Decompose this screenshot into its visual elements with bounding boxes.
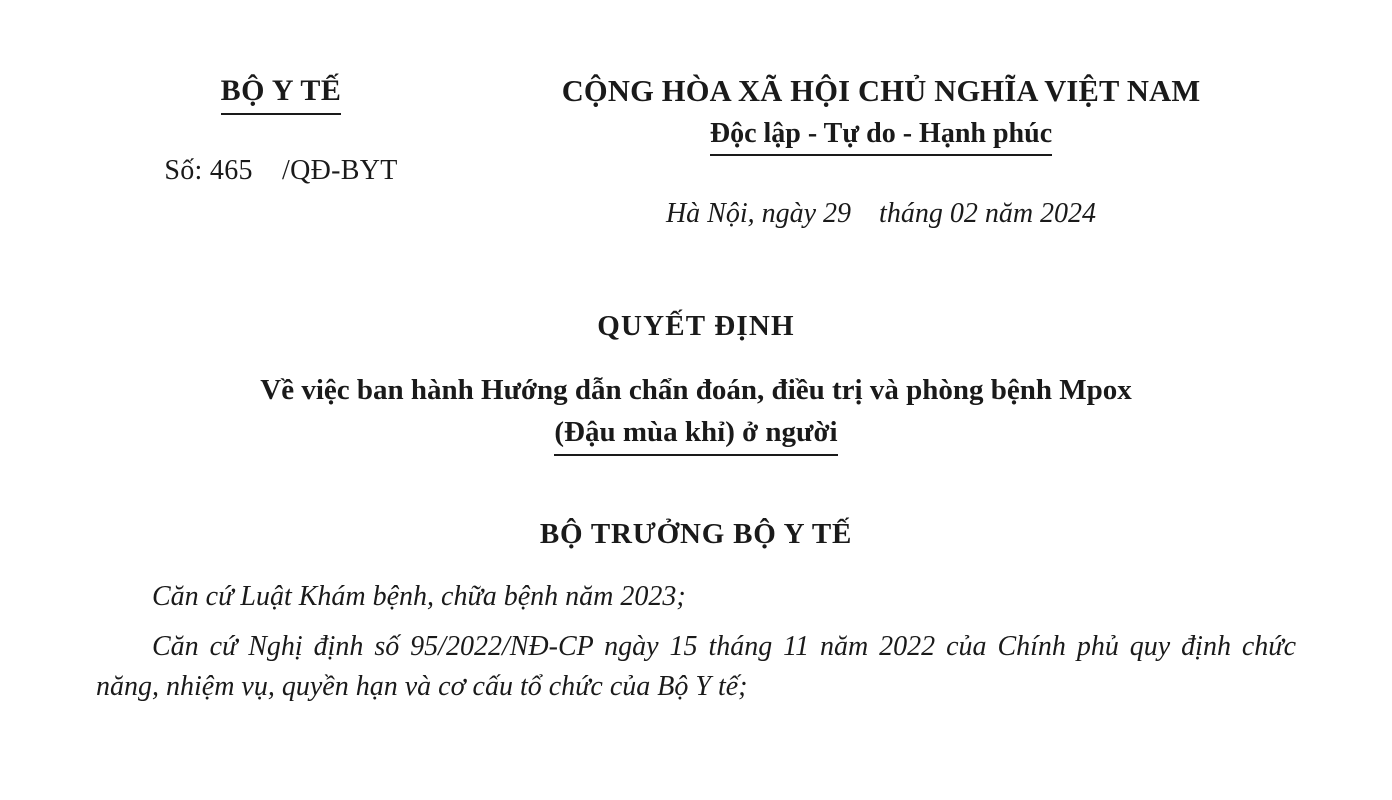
document-subject-line-1: Về việc ban hành Hướng dẫn chẩn đoán, điều trị và phòng bệnh Mpox [260,374,1132,407]
preamble-paragraph: Căn cứ Luật Khám bệnh, chữa bệnh năm 2023; [152,581,686,613]
issuing-agency: BỘ Y TẾ [221,72,342,115]
document-subject [96,369,1296,456]
preamble-paragraph: Căn cứ Nghị định số 95/2022/NĐ-CP ngày 15 tháng 11 năm 2022 của Chính phủ quy định chức năng, nhiệm vụ, quyền hạn và cơ cấu tổ chức của Bộ Y tế; [96,630,1296,702]
signing-authority: BỘ TRƯỞNG BỘ Y TẾ [539,518,853,551]
header-left-column [96,72,466,187]
national-motto: Độc lập - Tự do - Hạnh phúc [710,116,1052,156]
document-header [96,72,1296,230]
preamble-section [96,577,1296,706]
document-type: QUYẾT ĐỊNH [597,310,795,343]
document-title-block [96,310,1296,456]
place-and-date: Hà Nội, ngày 29 tháng 02 năm 2024 [665,198,1097,230]
header-right-column [466,72,1296,230]
document-subject-line-2: (Đậu mùa khỉ) ở người [554,411,837,456]
national-title: CỘNG HÒA XÃ HỘI CHỦ NGHĨA VIỆT NAM [561,74,1201,108]
document-number: Số: 465 /QĐ-BYT [164,154,398,186]
